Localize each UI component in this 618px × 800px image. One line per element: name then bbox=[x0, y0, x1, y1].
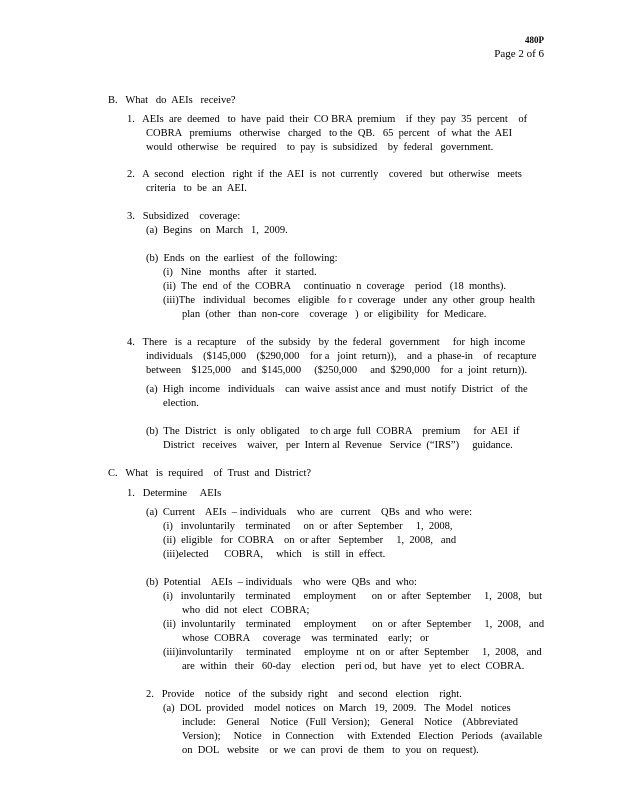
text-line: 1. AEIs are deemed to have paid their CO BRA premium if they pay 35 percent of bbox=[127, 114, 528, 125]
text-line: 4. There is a recapture of the subsidy by the federal government for high income bbox=[127, 337, 526, 348]
text-line: (iii)The individual becomes eligible fo r coverage under any other group health bbox=[163, 295, 536, 306]
text-line: (iii)elected COBRA, which is still in effect. bbox=[163, 549, 386, 560]
text-line: B. What do AEIs receive? bbox=[108, 95, 236, 106]
text-line: (b) Potential AEIs – individuals who were QBs and who: bbox=[146, 577, 417, 588]
text-line: election. bbox=[163, 398, 199, 409]
text-line: COBRA premiums otherwise charged to the QB. 65 percent of what the AEI bbox=[146, 128, 513, 139]
text-line: 1. Determine AEIs bbox=[127, 488, 222, 499]
text-line: whose COBRA coverage was terminated early; or bbox=[182, 633, 429, 644]
text-line: criteria to be an AEI. bbox=[146, 183, 247, 194]
text-line: (b) The District is only obligated to ch arge full COBRA premium for AEI if bbox=[146, 426, 520, 437]
text-line: individuals ($145,000 ($290,000 for a joint return)), and a phase-in of recapture bbox=[146, 351, 537, 362]
text-line: (a) DOL provided model notices on March 19, 2009. The Model notices bbox=[163, 703, 511, 714]
text-line: 2. Provide notice of the subsidy right and second election right. bbox=[146, 689, 462, 700]
text-line: (ii) The end of the COBRA continuatio n coverage period (18 months). bbox=[163, 281, 507, 292]
text-line: District receives waiver, per Intern al Revenue Service (“IRS”) guidance. bbox=[163, 440, 513, 451]
text-line: (i) involuntarily terminated on or after September 1, 2008, bbox=[163, 521, 453, 532]
text-line: (a) Begins on March 1, 2009. bbox=[146, 225, 288, 236]
text-line: include: General Notice (Full Version); General Notice (Abbreviated bbox=[182, 717, 518, 728]
text-line: (ii) involuntarily terminated employment on or after September 1, 2008, and bbox=[163, 619, 545, 630]
text-line: who did not elect COBRA; bbox=[182, 605, 310, 616]
text-line: plan (other than non-core coverage ) or eligibility for Medicare. bbox=[182, 309, 487, 320]
text-line: C. What is required of Trust and District? bbox=[108, 468, 312, 479]
page-number: Page 2 of 6 bbox=[494, 48, 544, 60]
text-line: 2. A second election right if the AEI is not currently covered but otherwise meets bbox=[127, 169, 522, 180]
text-line: (a) High income individuals can waive assist ance and must notify District of the bbox=[146, 384, 528, 395]
text-line: Version); Notice in Connection with Extended Election Periods (available bbox=[182, 731, 543, 742]
text-line: (i) Nine months after it started. bbox=[163, 267, 317, 278]
text-line: (iii)involuntarily terminated employme nt on or after September 1, 2008, and bbox=[163, 647, 542, 658]
text-line: (ii) eligible for COBRA on or after September 1, 2008, and bbox=[163, 535, 457, 546]
text-line: (a) Current AEIs – individuals who are current QBs and who were: bbox=[146, 507, 473, 518]
text-line: (b) Ends on the earliest of the following: bbox=[146, 253, 338, 264]
text-line: 3. Subsidized coverage: bbox=[127, 211, 241, 222]
text-line: on DOL website or we can provi de them to you on request). bbox=[182, 745, 479, 756]
text-line: are within their 60-day election peri od, but have yet to elect COBRA. bbox=[182, 661, 525, 672]
text-line: would otherwise be required to pay is subsidized by federal government. bbox=[146, 142, 494, 153]
document-code: 480P bbox=[525, 35, 544, 45]
text-line: between $125,000 and $145,000 ($250,000 and $290,000 for a joint return)). bbox=[146, 365, 528, 376]
text-line: (i) involuntarily terminated employment on or after September 1, 2008, but bbox=[163, 591, 543, 602]
